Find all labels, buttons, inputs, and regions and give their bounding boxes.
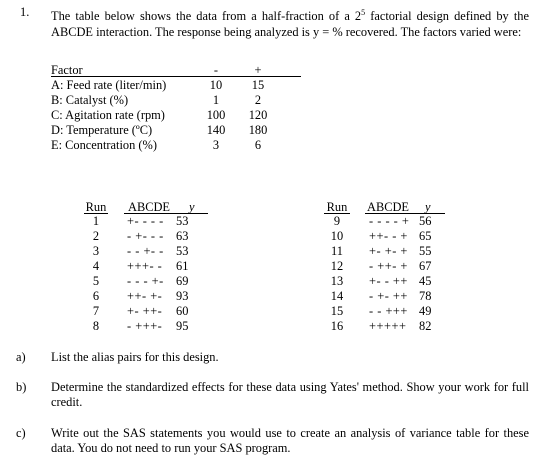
- factor-row-high: 6: [254, 138, 262, 152]
- run-y-value: 53: [176, 244, 189, 258]
- run-y-value: 95: [176, 319, 189, 333]
- run-y-value: 56: [419, 214, 432, 228]
- run-number: 1: [92, 214, 100, 228]
- factor-row-high: 180: [248, 123, 268, 137]
- run-y-value: 63: [176, 229, 189, 243]
- run-signs: - +- ++: [369, 289, 408, 303]
- run-y-value: 61: [176, 259, 189, 273]
- factor-row-low: 3: [212, 138, 220, 152]
- run-signs: - - - - +: [369, 214, 410, 228]
- run-number: 5: [92, 274, 100, 288]
- run-y-value: 93: [176, 289, 189, 303]
- run-signs: ++- +-: [127, 289, 163, 303]
- factor-row-low: 100: [206, 108, 226, 122]
- factor-row-label: D: Temperature (ºC): [51, 123, 153, 137]
- factor-row-label: A: Feed rate (liter/min): [51, 78, 167, 92]
- factor-row-low: 10: [209, 78, 223, 92]
- abcde-header: ABCDE: [367, 200, 409, 214]
- run-signs: - - +++: [369, 304, 408, 318]
- factor-header-rule: [51, 76, 301, 77]
- run-number: 7: [92, 304, 100, 318]
- run-signs: - - +- -: [127, 244, 164, 258]
- problem-number: 1.: [20, 5, 30, 19]
- run-number: 12: [330, 259, 344, 273]
- run-y-value: 45: [419, 274, 432, 288]
- run-y-value: 69: [176, 274, 189, 288]
- run-y-value: 53: [176, 214, 189, 228]
- run-signs: +- +- +: [369, 244, 408, 258]
- run-signs: - - - +-: [127, 274, 164, 288]
- run-number: 4: [92, 259, 100, 273]
- run-signs: +- - - -: [127, 214, 164, 228]
- question-text: Determine the standardized effects for these data using Yates' method. Show your work for full credit.: [51, 380, 529, 409]
- run-number: 13: [330, 274, 344, 288]
- question-label: c): [16, 426, 26, 440]
- run-number: 8: [92, 319, 100, 333]
- run-signs: +- ++-: [127, 304, 163, 318]
- run-signs: +++- -: [127, 259, 163, 273]
- run-y-value: 67: [419, 259, 432, 273]
- factor-header-high: +: [254, 63, 262, 77]
- run-signs: - +- - -: [127, 229, 164, 243]
- factor-header-label: Factor: [51, 63, 83, 77]
- factor-row-label: C: Agitation rate (rpm): [51, 108, 165, 122]
- y-header: y: [425, 200, 431, 214]
- run-number: 9: [333, 214, 341, 228]
- run-signs: - +++-: [127, 319, 163, 333]
- run-number: 2: [92, 229, 100, 243]
- intro-text-post: factorial design defined by the ABCDE interaction. The response being analyzed is y = % recovered. The factors varied were:: [51, 9, 529, 39]
- factor-row-low: 140: [206, 123, 226, 137]
- factor-row-low: 1: [212, 93, 220, 107]
- question-text: List the alias pairs for this design.: [51, 350, 219, 364]
- intro-text-pre: The table below shows the data from a half-fraction of a 2: [51, 9, 362, 24]
- factor-row-label: B: Catalyst (%): [51, 93, 129, 107]
- run-signs: +- - ++: [369, 274, 408, 288]
- run-number: 16: [330, 319, 344, 333]
- abcde-header: ABCDE: [128, 200, 170, 214]
- run-number: 3: [92, 244, 100, 258]
- run-header: Run: [326, 200, 348, 214]
- y-header: y: [189, 200, 195, 214]
- run-number: 11: [331, 244, 343, 258]
- run-signs: - ++- +: [369, 259, 408, 273]
- run-y-value: 55: [419, 244, 432, 258]
- run-number: 14: [330, 289, 344, 303]
- run-y-value: 78: [419, 289, 432, 303]
- run-y-value: 60: [176, 304, 189, 318]
- intro-exponent: 5: [361, 8, 366, 17]
- run-y-value: 82: [419, 319, 432, 333]
- question-text: Write out the SAS statements you would use to create an analysis of variance table for these data. You do not need to run your SAS program.: [51, 426, 529, 455]
- factor-header-low: -: [213, 63, 219, 77]
- run-number: 6: [92, 289, 100, 303]
- run-signs: +++++: [369, 319, 407, 333]
- factor-row-high: 15: [251, 78, 265, 92]
- run-y-value: 49: [419, 304, 432, 318]
- run-y-value: 65: [419, 229, 432, 243]
- run-number: 10: [330, 229, 344, 243]
- run-number: 15: [330, 304, 344, 318]
- factor-row-high: 120: [248, 108, 268, 122]
- factor-row-high: 2: [254, 93, 262, 107]
- problem-intro: [51, 5, 529, 40]
- run-header: Run: [85, 200, 107, 214]
- run-signs: ++- - +: [369, 229, 408, 243]
- factor-row-label: E: Concentration (%): [51, 138, 157, 152]
- question-label: a): [16, 350, 26, 364]
- question-label: b): [16, 380, 27, 394]
